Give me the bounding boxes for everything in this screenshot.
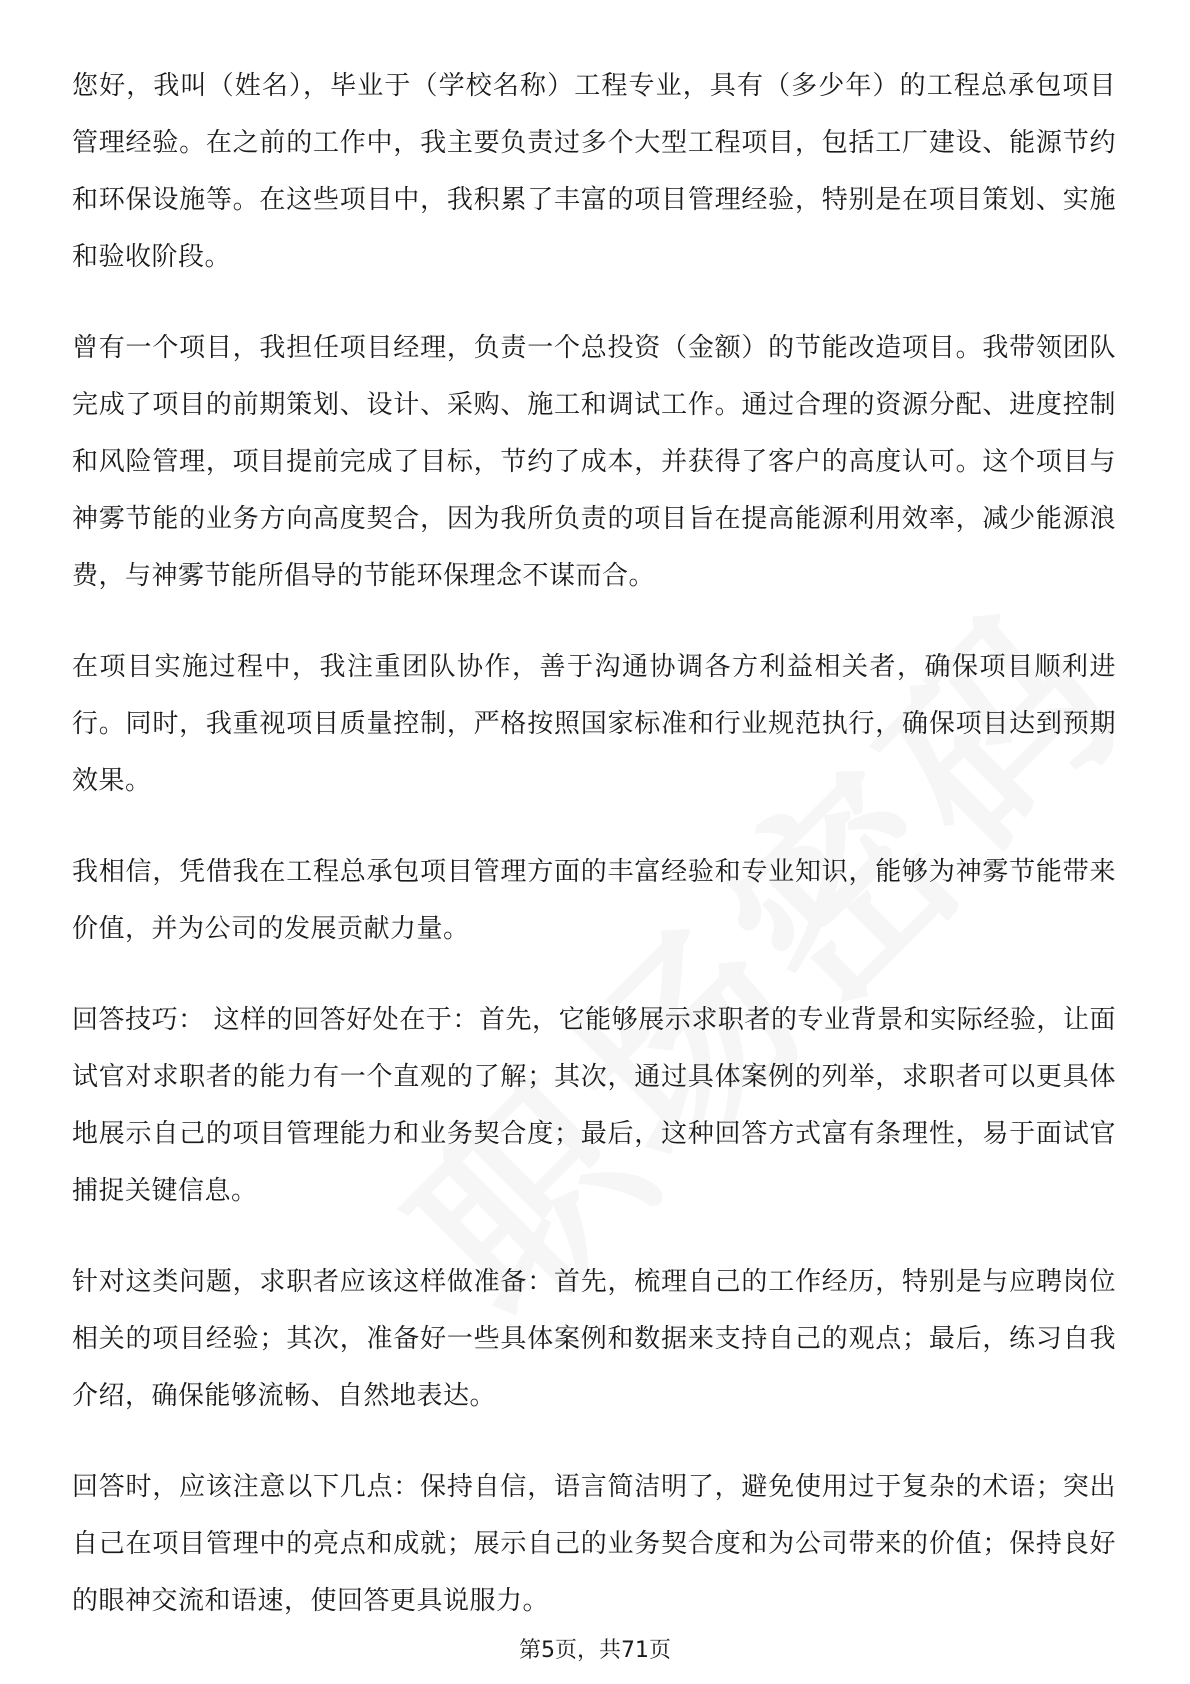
paragraph-answer-tips: 回答技巧： 这样的回答好处在于：首先，它能够展示求职者的专业背景和实际经验，让面试官对求职者的能力有一个直观的了解；其次，通过具体案例的列举，求职者可以更具体地展示自己的项目管理能力和业务契合度；最后，这种回答方式富有条理性，易于面试官捕捉关键信息。 [72, 1005, 1116, 1206]
paragraph-project-case: 曾有一个项目，我担任项目经理，负责一个总投资（金额）的节能改造项目。我带领团队完成了项目的前期策划、设计、采购、施工和调试工作。通过合理的资源分配、进度控制和风险管理，项目提前完成了目标，节约了成本，并获得了客户的高度认可。这个项目与神雾节能的业务方向高度契合，因为我所负责的项目旨在提高能源利用效率，减少能源浪费，与神雾节能所倡导的节能环保理念不谋而合。 [72, 333, 1116, 591]
paragraph-conclusion: 我相信，凭借我在工程总承包项目管理方面的丰富经验和专业知识，能够为神雾节能带来价值，并为公司的发展贡献力量。 [72, 857, 1116, 944]
paragraph-self-intro: 您好，我叫（姓名），毕业于（学校名称）工程专业，具有（多少年）的工程总承包项目管理经验。在之前的工作中，我主要负责过多个大型工程项目，包括工厂建设、能源节约和环保设施等。在这些项目中，我积累了丰富的项目管理经验，特别是在项目策划、实施和验收阶段。 [72, 71, 1116, 272]
document-body [72, 58, 1116, 1664]
page-number: 第5页，共71页 [519, 1638, 671, 1663]
paragraph-preparation: 针对这类问题，求职者应该这样做准备：首先，梳理自己的工作经历，特别是与应聘岗位相关的项目经验；其次，准备好一些具体案例和数据来支持自己的观点；最后，练习自我介绍，确保能够流畅、自然地表达。 [72, 1267, 1116, 1411]
paragraph-teamwork: 在项目实施过程中，我注重团队协作，善于沟通协调各方利益相关者，确保项目顺利进行。同时，我重视项目质量控制，严格按照国家标准和行业规范执行，确保项目达到预期效果。 [72, 652, 1116, 796]
paragraph-notes: 回答时，应该注意以下几点：保持自信，语言简洁明了，避免使用过于复杂的术语；突出自己在项目管理中的亮点和成就；展示自己的业务契合度和为公司带来的价值；保持良好的眼神交流和语速，使回答更具说服力。 [72, 1472, 1116, 1616]
